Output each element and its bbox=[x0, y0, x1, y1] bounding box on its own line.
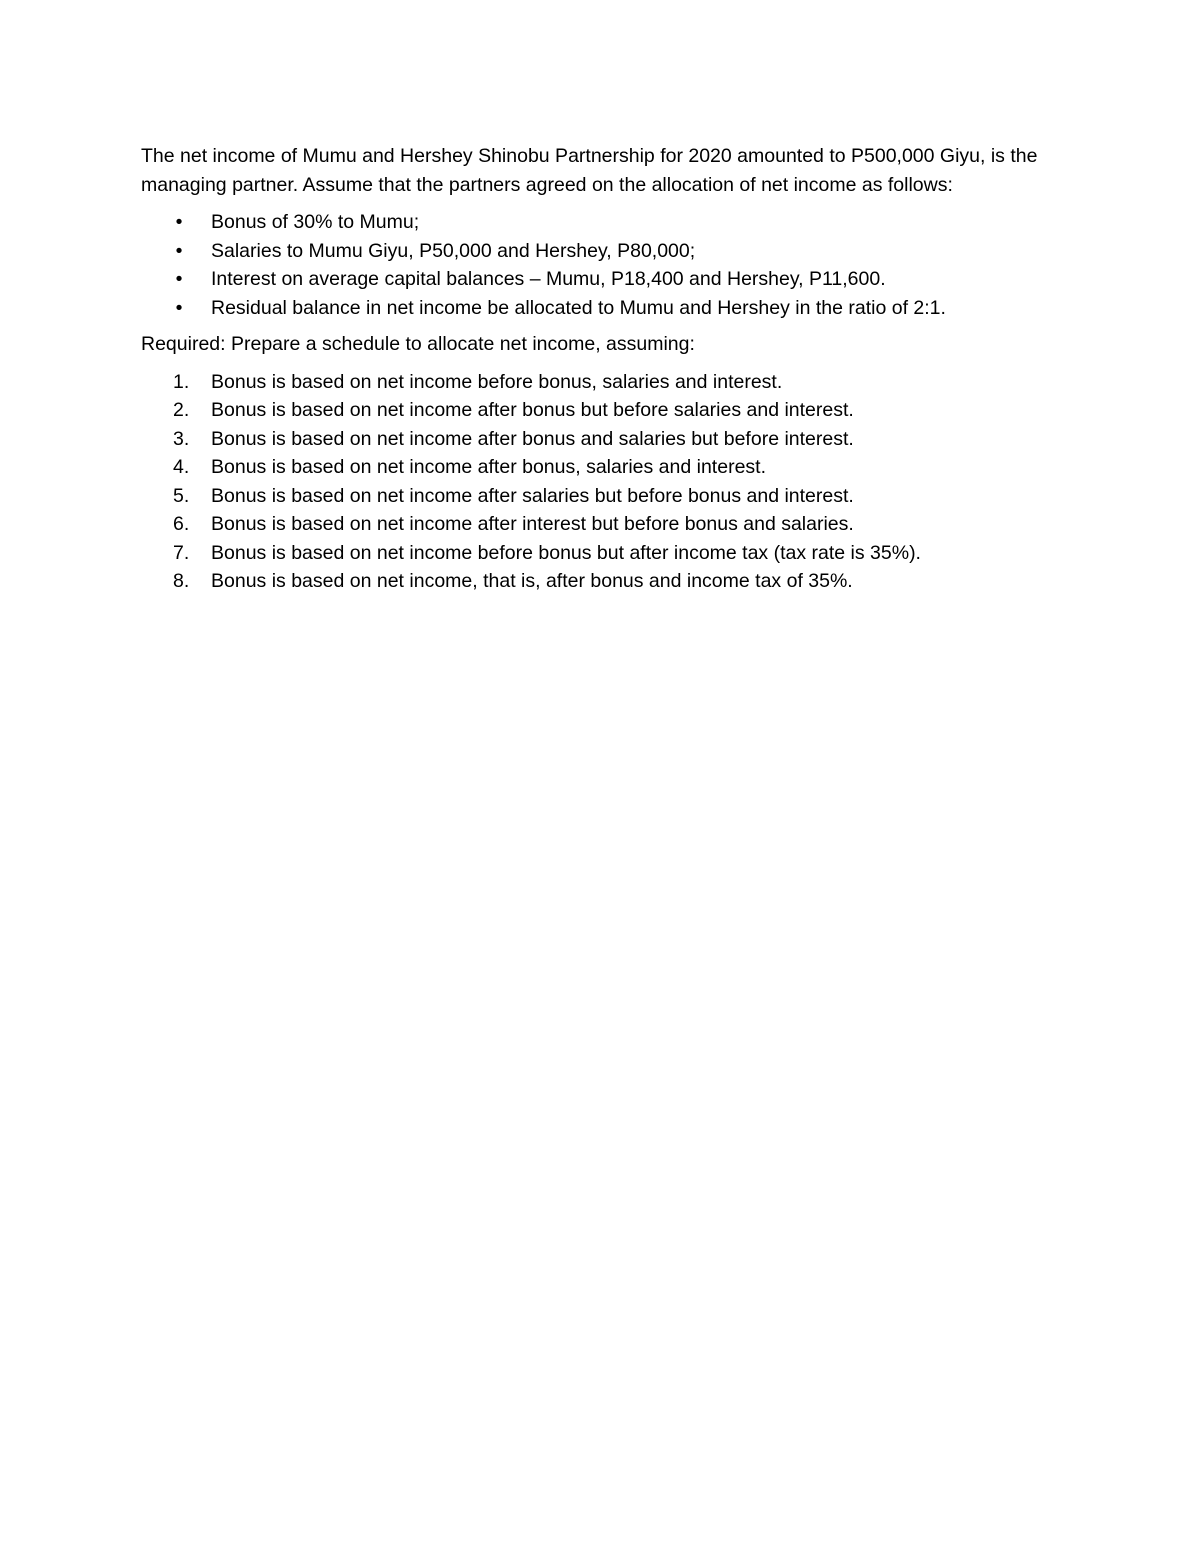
intro-paragraph: The net income of Mumu and Hershey Shinobu Partnership for 2020 amounted to P500,000 Giyu, is the managing partner. Assume that the partners agreed on the allocation of net income as follows: bbox=[141, 145, 1038, 196]
list-item-text: Interest on average capital balances – Mumu, P18,400 and Hershey, P11,600. bbox=[211, 268, 886, 290]
list-number: 1. bbox=[173, 370, 190, 393]
bullet-icon: • bbox=[175, 239, 183, 262]
assumptions-list bbox=[141, 368, 1081, 596]
list-item bbox=[141, 425, 1081, 454]
document-body bbox=[141, 142, 1081, 596]
allocation-terms-list bbox=[141, 208, 1081, 322]
list-item-text: Bonus is based on net income before bonus but after income tax (tax rate is 35%). bbox=[211, 541, 921, 564]
list-item bbox=[141, 208, 1081, 237]
list-item bbox=[141, 453, 1081, 482]
list-number: 5. bbox=[173, 484, 190, 507]
list-item-text: Bonus is based on net income before bonus, salaries and interest. bbox=[211, 370, 783, 393]
list-item bbox=[141, 265, 1081, 294]
list-item-text: Salaries to Mumu Giyu, P50,000 and Hershey, P80,000; bbox=[211, 239, 696, 262]
bullet-icon: • bbox=[175, 268, 183, 290]
list-item bbox=[141, 368, 1081, 397]
list-item-text: Bonus is based on net income after bonus but before salaries and interest. bbox=[211, 399, 854, 421]
list-item bbox=[141, 510, 1081, 539]
list-number: 8. bbox=[173, 570, 190, 592]
list-item bbox=[141, 396, 1081, 425]
bullet-icon: • bbox=[175, 211, 183, 233]
list-number: 6. bbox=[173, 513, 190, 535]
list-number: 3. bbox=[173, 427, 190, 450]
bullet-icon: • bbox=[175, 296, 183, 319]
list-item bbox=[141, 294, 1081, 323]
list-number: 4. bbox=[173, 456, 190, 478]
list-item-text: Bonus of 30% to Mumu; bbox=[211, 211, 420, 233]
list-item-text: Residual balance in net income be allocated to Mumu and Hershey in the ratio of 2:1. bbox=[211, 296, 946, 319]
list-item bbox=[141, 237, 1081, 266]
list-item bbox=[141, 482, 1081, 511]
list-item-text: Bonus is based on net income, that is, after bonus and income tax of 35%. bbox=[211, 570, 853, 592]
list-item-text: Bonus is based on net income after interest but before bonus and salaries. bbox=[211, 513, 854, 535]
list-item bbox=[141, 539, 1081, 568]
list-number: 2. bbox=[173, 399, 190, 421]
required-paragraph: Required: Prepare a schedule to allocate net income, assuming: bbox=[141, 333, 695, 355]
list-item-text: Bonus is based on net income after bonus and salaries but before interest. bbox=[211, 427, 854, 450]
list-item-text: Bonus is based on net income after bonus, salaries and interest. bbox=[211, 456, 766, 478]
list-number: 7. bbox=[173, 541, 190, 564]
list-item-text: Bonus is based on net income after salaries but before bonus and interest. bbox=[211, 484, 854, 507]
list-item bbox=[141, 567, 1081, 596]
